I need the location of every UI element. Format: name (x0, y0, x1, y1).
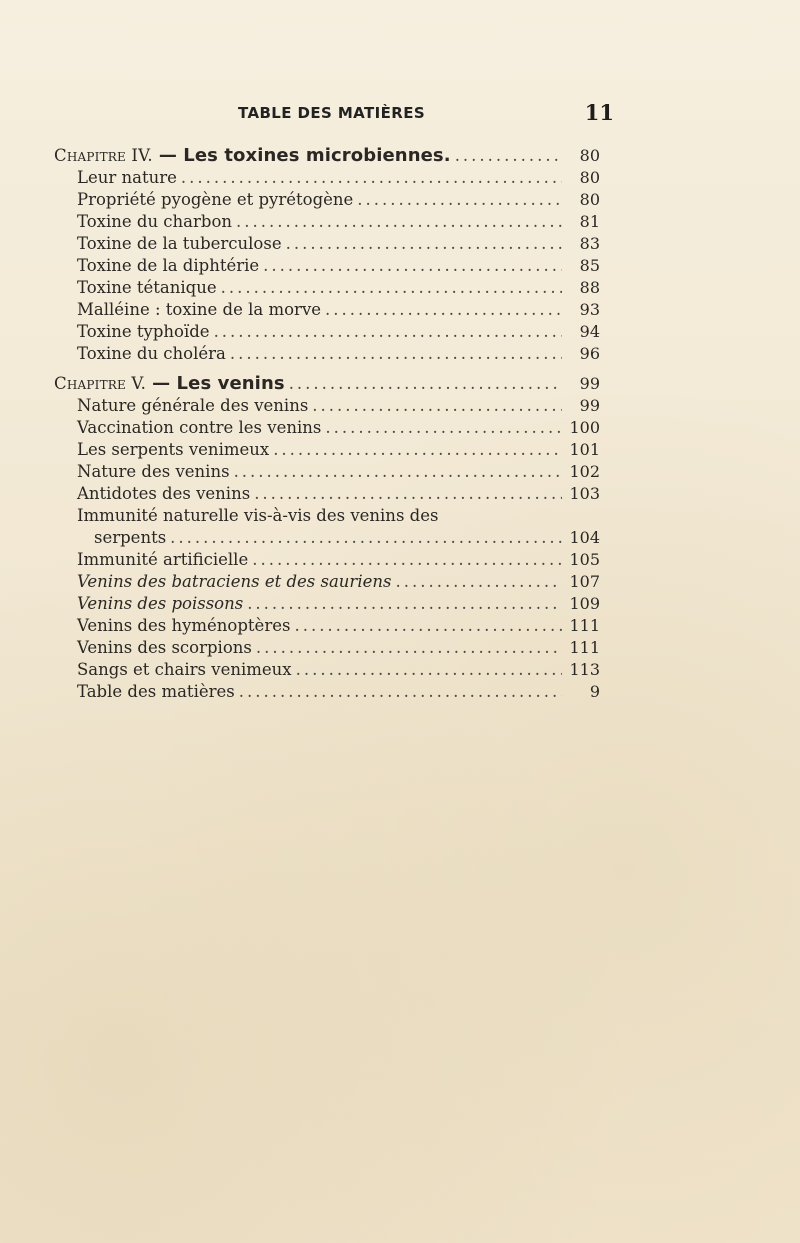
toc-entry (54, 571, 600, 593)
toc-entry (54, 395, 600, 417)
entry-label: Nature générale des venins (77, 396, 309, 415)
entry-label: Propriété pyogène et pyrétogène (77, 190, 354, 209)
page-number: 99 (579, 374, 600, 393)
leader-dots (247, 593, 562, 615)
entry-label: Venins des scorpions (77, 638, 252, 657)
toc-entry (54, 637, 600, 659)
toc-entry (54, 321, 600, 343)
entry-label: Venins des hyménoptères (77, 616, 291, 635)
page-number: 83 (579, 234, 600, 253)
chapter-title: — Les venins (152, 373, 285, 394)
page-number: 99 (579, 396, 600, 415)
page-number: 101 (569, 440, 600, 459)
entry-label-continuation: serpents (94, 528, 167, 547)
page-number: 109 (569, 594, 600, 613)
chapter-row (54, 145, 600, 167)
entry-label: Toxine typhoïde (77, 322, 210, 341)
page-number: 96 (579, 344, 600, 363)
toc-entry (54, 299, 600, 321)
chapter-label: Chapitre V. (54, 374, 147, 393)
entry-label: Toxine du choléra (77, 344, 226, 363)
leader-dots (239, 681, 562, 703)
page-number: 111 (569, 616, 600, 635)
entry-label: Toxine de la tuberculose (77, 234, 282, 253)
page-number: 9 (589, 682, 600, 701)
leader-dots (221, 277, 562, 299)
page-number: 105 (569, 550, 600, 569)
leader-dots (170, 527, 562, 549)
entry-label: Table des matières (77, 682, 235, 701)
header-title: TABLE DES MATIÈRES (238, 104, 426, 122)
toc-entry (54, 417, 600, 439)
leader-dots (254, 483, 562, 505)
toc-entry (54, 549, 600, 571)
entry-label: Toxine de la diphtérie (77, 256, 260, 275)
toc-entry (54, 189, 600, 211)
leader-dots (325, 417, 562, 439)
toc-entry (54, 483, 600, 505)
toc-entry (54, 593, 600, 615)
page-number: 80 (579, 190, 600, 209)
entry-label: Toxine du charbon (77, 212, 233, 231)
page-number: 81 (579, 212, 600, 231)
toc-entry (54, 439, 600, 461)
toc-entry (54, 211, 600, 233)
toc-entry (54, 255, 600, 277)
leader-dots (286, 233, 562, 255)
entry-label: Nature des venins (77, 462, 230, 481)
page-number: 80 (579, 146, 600, 165)
running-header (130, 100, 614, 134)
leader-dots (263, 255, 562, 277)
toc-entry (54, 527, 600, 549)
leader-dots (230, 343, 562, 365)
toc-entry (54, 615, 600, 637)
leader-dots (455, 145, 562, 167)
page-number: 85 (579, 256, 600, 275)
page-number: 113 (569, 660, 600, 679)
leader-dots (296, 659, 562, 681)
entry-label: Toxine tétanique (77, 278, 217, 297)
page-number: 102 (569, 462, 600, 481)
page-number: 103 (569, 484, 600, 503)
toc-entry (54, 167, 600, 189)
entry-label: Venins des poissons (77, 594, 244, 613)
toc-entry (54, 277, 600, 299)
toc-entry (54, 343, 600, 365)
page-number: 88 (579, 278, 600, 297)
toc-entry (54, 233, 600, 255)
entry-label: Malléine : toxine de la morve (77, 300, 322, 319)
chapter-label: Chapitre IV. (54, 146, 153, 165)
entry-label-line-one: Immunité naturelle vis-à-vis des venins des (77, 506, 439, 525)
header-page-number: 11 (584, 100, 614, 125)
leader-dots (357, 189, 562, 211)
entry-label: Sangs et chairs venimeux (77, 660, 292, 679)
leader-dots (256, 637, 562, 659)
table-of-contents (54, 145, 600, 703)
toc-entry (54, 461, 600, 483)
chapter-title: — Les toxines microbiennes. (158, 145, 451, 166)
leader-dots (236, 211, 562, 233)
page-number: 100 (569, 418, 600, 437)
page-number: 94 (579, 322, 600, 341)
toc-entry (54, 681, 600, 703)
leader-dots (181, 167, 562, 189)
leader-dots (252, 549, 562, 571)
leader-dots (273, 439, 562, 461)
leader-dots (312, 395, 562, 417)
page-number: 111 (569, 638, 600, 657)
entry-label: Leur nature (77, 168, 177, 187)
leader-dots (214, 321, 562, 343)
entry-label: Venins des batraciens et des sauriens (77, 572, 392, 591)
entry-label: Vaccination contre les venins (77, 418, 322, 437)
leader-dots (325, 299, 562, 321)
page-number: 93 (579, 300, 600, 319)
entry-label: Antidotes des venins (77, 484, 251, 503)
leader-dots (289, 373, 562, 395)
page-number: 107 (569, 572, 600, 591)
leader-dots (234, 461, 562, 483)
chapter-row (54, 373, 600, 395)
leader-dots (395, 571, 562, 593)
entry-label: Immunité artificielle (77, 550, 249, 569)
leader-dots (294, 615, 562, 637)
toc-entry (54, 659, 600, 681)
page-number: 80 (579, 168, 600, 187)
entry-label: Les serpents venimeux (77, 440, 270, 459)
page-number: 104 (569, 528, 600, 547)
